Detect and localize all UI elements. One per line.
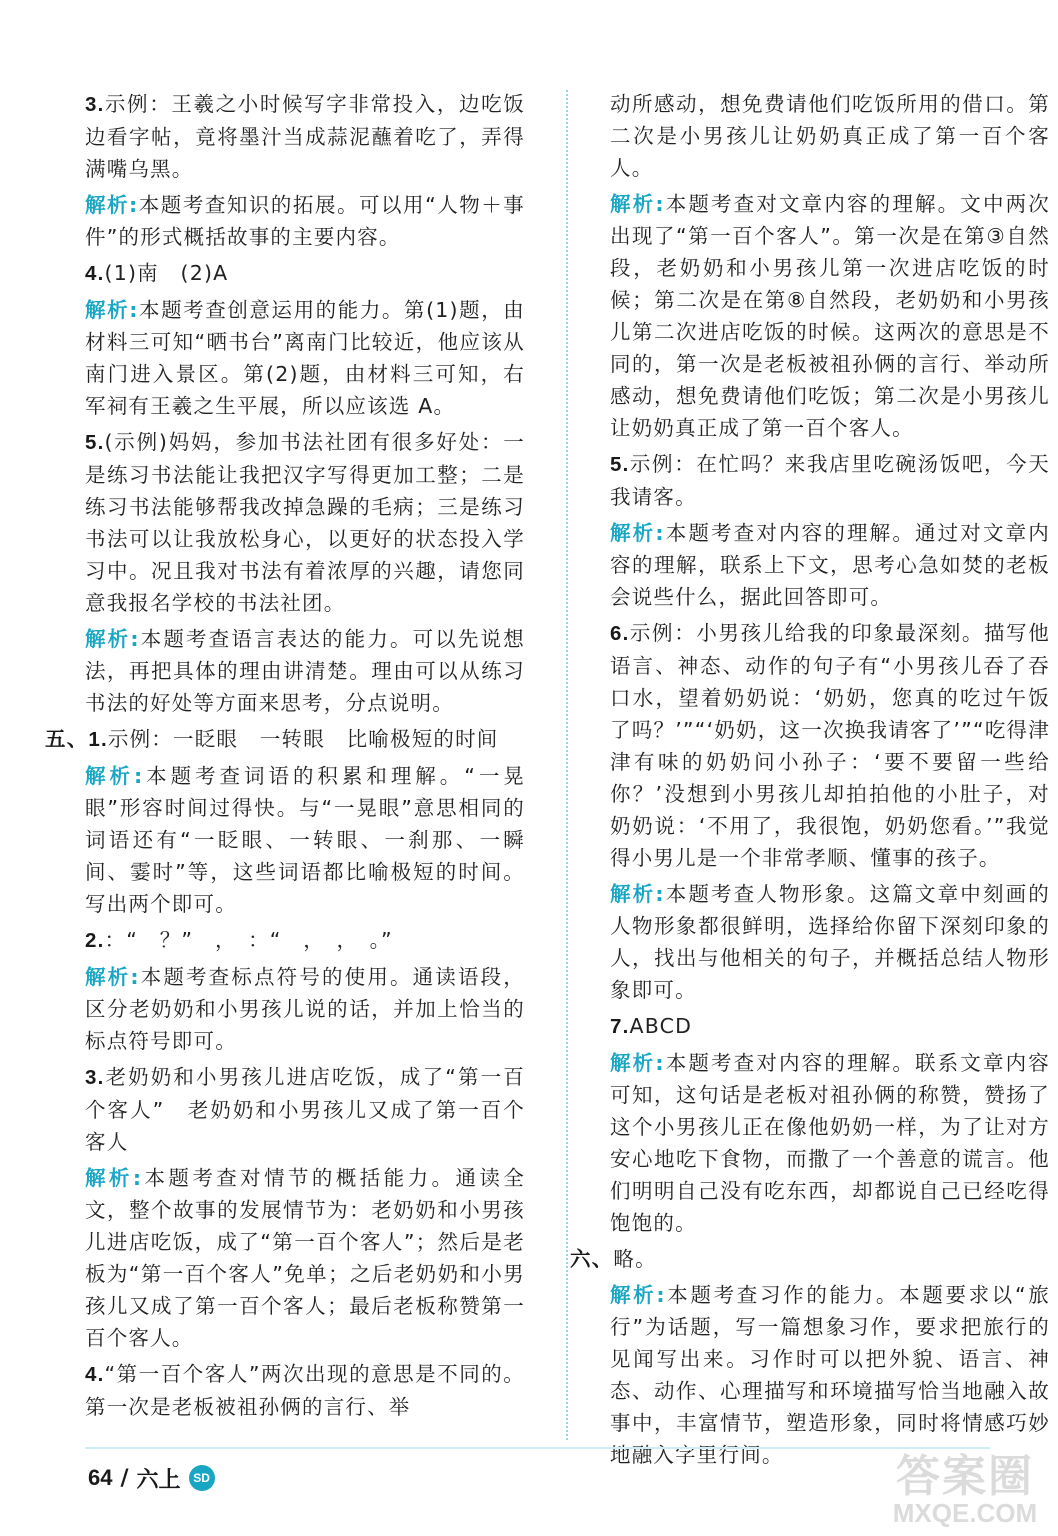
- analysis-colon: :: [129, 298, 139, 322]
- answer-item: [85, 426, 525, 619]
- answer-text: 略。: [613, 1247, 657, 1271]
- analysis-colon: :: [655, 1051, 665, 1075]
- analysis-colon: :: [655, 521, 665, 545]
- analysis-tag: 解析: [610, 882, 656, 906]
- question-number: 1.: [88, 728, 108, 751]
- question-number: 5.: [610, 453, 630, 476]
- answer-item: [570, 1243, 1050, 1275]
- analysis-colon: :: [130, 627, 140, 651]
- answer-text: “第一百个客人”两次出现的意思是不同的。第一次是老板被祖孙俩的言行、举: [85, 1362, 525, 1419]
- analysis-block: [85, 760, 525, 920]
- watermark-logo: [890, 1440, 1040, 1530]
- column-divider: [566, 90, 568, 1440]
- answer-text: 本题考查对情节的概括能力。通读全文，整个故事的发展情节为：老奶奶和小男孩儿进店吃饭，成了“第一百个客人”；然后是老板为“第一百个客人”免单；之后老奶奶和小男孩儿又成了第一百个客人；最后老板称赞第一百个客人。: [85, 1166, 525, 1350]
- analysis-block: [85, 189, 525, 253]
- question-number: 2.: [85, 929, 105, 952]
- analysis-tag: 解析: [85, 764, 134, 788]
- question-number: 3.: [85, 93, 105, 116]
- analysis-block: [85, 623, 525, 719]
- answer-item: [85, 924, 525, 957]
- question-number: 6.: [610, 622, 630, 645]
- answer-text: 本题考查词语的积累和理解。“一晃眼”形容时间过得快。与“一晃眼”意思相同的词语还有“一眨眼、一转眼、一刹那、一瞬间、霎时”等，这些词语都比喻极短的时间。写出两个即可。: [85, 764, 525, 916]
- answer-text: 老奶奶和小男孩儿进店吃饭，成了“第一百个客人” 老奶奶和小男孩儿又成了第一百个客人: [85, 1065, 525, 1154]
- question-number: 4.: [85, 262, 105, 285]
- analysis-tag: 解析: [85, 193, 130, 217]
- question-number: 7.: [610, 1015, 630, 1038]
- answer-item: [85, 1358, 525, 1423]
- analysis-colon: :: [129, 193, 139, 217]
- sd-badge-icon: SD: [189, 1465, 215, 1491]
- answer-text: ABCD: [629, 1014, 693, 1038]
- answer-text: 本题考查知识的拓展。可以用“人物＋事件”的形式概括故事的主要内容。: [85, 193, 525, 249]
- answer-text: 本题考查标点符号的使用。通读语段，区分老奶奶和小男孩儿说的话，并加上恰当的标点符号即可。: [85, 965, 525, 1053]
- analysis-block: [610, 878, 1050, 1006]
- answer-item: [45, 723, 525, 756]
- grade-label: 六上: [136, 1467, 181, 1493]
- section-label: 六、: [570, 1247, 614, 1271]
- answer-text: 本题考查创意运用的能力。第(1)题，由材料三可知“晒书台”离南门比较近，他应该从南门进入景区。第(2)题，由材料三可知，右军祠有王羲之生平展，所以应该选 A。: [85, 298, 526, 418]
- analysis-colon: :: [655, 192, 665, 216]
- watermark-cn: 答案圈: [896, 1451, 1034, 1502]
- question-number: 5.: [85, 431, 105, 454]
- analysis-block: [610, 188, 1050, 444]
- analysis-block: [85, 294, 525, 422]
- answer-text: 示例：王羲之小时候写字非常投入，边吃饭边看字帖，竟将墨汁当成蒜泥蘸着吃了，弄得满嘴乌黑。: [85, 92, 525, 181]
- answer-text: 本题考查人物形象。这篇文章中刻画的人物形象都很鲜明，选择给你留下深刻印象的人，找出与他相关的句子，并概括总结人物形象即可。: [610, 882, 1050, 1002]
- answer-item: [610, 617, 1050, 874]
- question-number: 4.: [85, 1363, 105, 1386]
- analysis-tag: 解析: [610, 192, 656, 216]
- analysis-colon: :: [655, 882, 665, 906]
- section-label: 五、: [45, 727, 89, 751]
- question-number: 3.: [85, 1066, 105, 1089]
- answer-text: 示例：一眨眼 一转眼 比喻极短的时间: [107, 727, 499, 751]
- analysis-block: [85, 1162, 525, 1354]
- answer-text: 本题考查习作的能力。本题要求以“旅行”为话题，写一篇想象习作，要求把旅行的见闻写出来。习作时可以把外貌、语言、神态、动作、心理描写和环境描写恰当地融入故事中，丰富情节，塑造形象，同时将情感巧妙地融入字里行间。: [610, 1283, 1050, 1467]
- answer-item: [85, 88, 525, 185]
- right-column: [570, 88, 1050, 1475]
- answer-text: 本题考查语言表达的能力。可以先说想法，再把具体的理由讲清楚。理由可以从练习书法的好处等方面来思考，分点说明。: [85, 627, 525, 715]
- answer-item: [610, 88, 1050, 184]
- analysis-tag: 解析: [85, 965, 131, 989]
- answer-text: 示例：在忙吗？来我店里吃碗汤饭吧，今天我请客。: [610, 452, 1050, 509]
- answer-text: 示例：小男孩儿给我的印象最深刻。描写他语言、神态、动作的句子有“小男孩儿吞了吞口水，望着奶奶说：‘奶奶，您真的吃过午饭了吗？’”“‘奶奶，这一次换我请客了’”“吃得津津有味的奶奶问小孙子：‘要不要留一些给你？’没想到小男孩儿却拍拍他的小肚子，对奶奶说：‘不用了，我很饱，奶奶您看。’”我觉得小男儿是一个非常孝顺、懂事的孩子。: [610, 621, 1050, 870]
- answer-item: [610, 1010, 1050, 1043]
- answer-text: 本题考查对内容的理解。联系文章内容可知，这句话是老板对祖孙俩的称赞，赞扬了这个小男孩儿正在像他奶奶一样，为了让对方安心地吃下食物，而撒了一个善意的谎言。他们明明自己没有吃东西，却都说自己已经吃得饱饱的。: [610, 1051, 1050, 1235]
- analysis-colon: :: [656, 1283, 666, 1307]
- analysis-block: [610, 517, 1050, 613]
- footer-separator: /: [120, 1465, 129, 1491]
- page-footer: [88, 1458, 215, 1498]
- left-column: [45, 88, 526, 1427]
- analysis-tag: 解析: [85, 627, 131, 651]
- answer-text: (示例)妈妈，参加书法社团有很多好处：一是练习书法能让我把汉字写得更加工整；二是练习书法能够帮我改掉急躁的毛病；三是练习书法可以让我放松身心，以更好的状态投入学习中。况且我对书法有着浓厚的兴趣，请您同意我报名学校的书法社团。: [85, 430, 525, 615]
- analysis-tag: 解析: [610, 1283, 657, 1307]
- analysis-tag: 解析: [610, 521, 656, 545]
- answer-text: 动所感动，想免费请他们吃饭所用的借口。第二次是小男孩儿让奶奶真正成了第一百个客人。: [610, 92, 1050, 180]
- footer-rule: [85, 1447, 990, 1449]
- analysis-tag: 解析: [85, 298, 130, 322]
- answer-text: (1)南 (2)A: [104, 261, 229, 285]
- page-number: 64: [88, 1465, 113, 1490]
- analysis-block: [85, 961, 525, 1057]
- watermark-en: MXQE.COM: [892, 1498, 1038, 1528]
- analysis-colon: :: [132, 1166, 143, 1190]
- answer-item: [85, 257, 525, 290]
- answer-text: ：“ ？” ， ：“ ， ， 。”: [104, 928, 393, 952]
- analysis-tag: 解析: [610, 1051, 656, 1075]
- analysis-block: [610, 1047, 1050, 1239]
- answer-item: [610, 448, 1050, 513]
- analysis-colon: :: [133, 764, 144, 788]
- analysis-colon: :: [130, 965, 140, 989]
- answer-item: [85, 1061, 525, 1158]
- answer-text: 本题考查对内容的理解。通过对文章内容的理解，联系上下文，思考心急如焚的老板会说些什么，据此回答即可。: [610, 521, 1050, 609]
- analysis-tag: 解析: [85, 1166, 133, 1190]
- answer-text: 本题考查对文章内容的理解。文中两次出现了“第一百个客人”。第一次是在第③自然段，老奶奶和小男孩儿第一次进店吃饭的时候；第二次是在第⑧自然段，老奶奶和小男孩儿第二次进店吃饭的时候。这两次的意思是不同的，第一次是老板被祖孙俩的言行、举动所感动，想免费请他们吃饭；第二次是小男孩儿让奶奶真正成了第一百个客人。: [610, 192, 1050, 440]
